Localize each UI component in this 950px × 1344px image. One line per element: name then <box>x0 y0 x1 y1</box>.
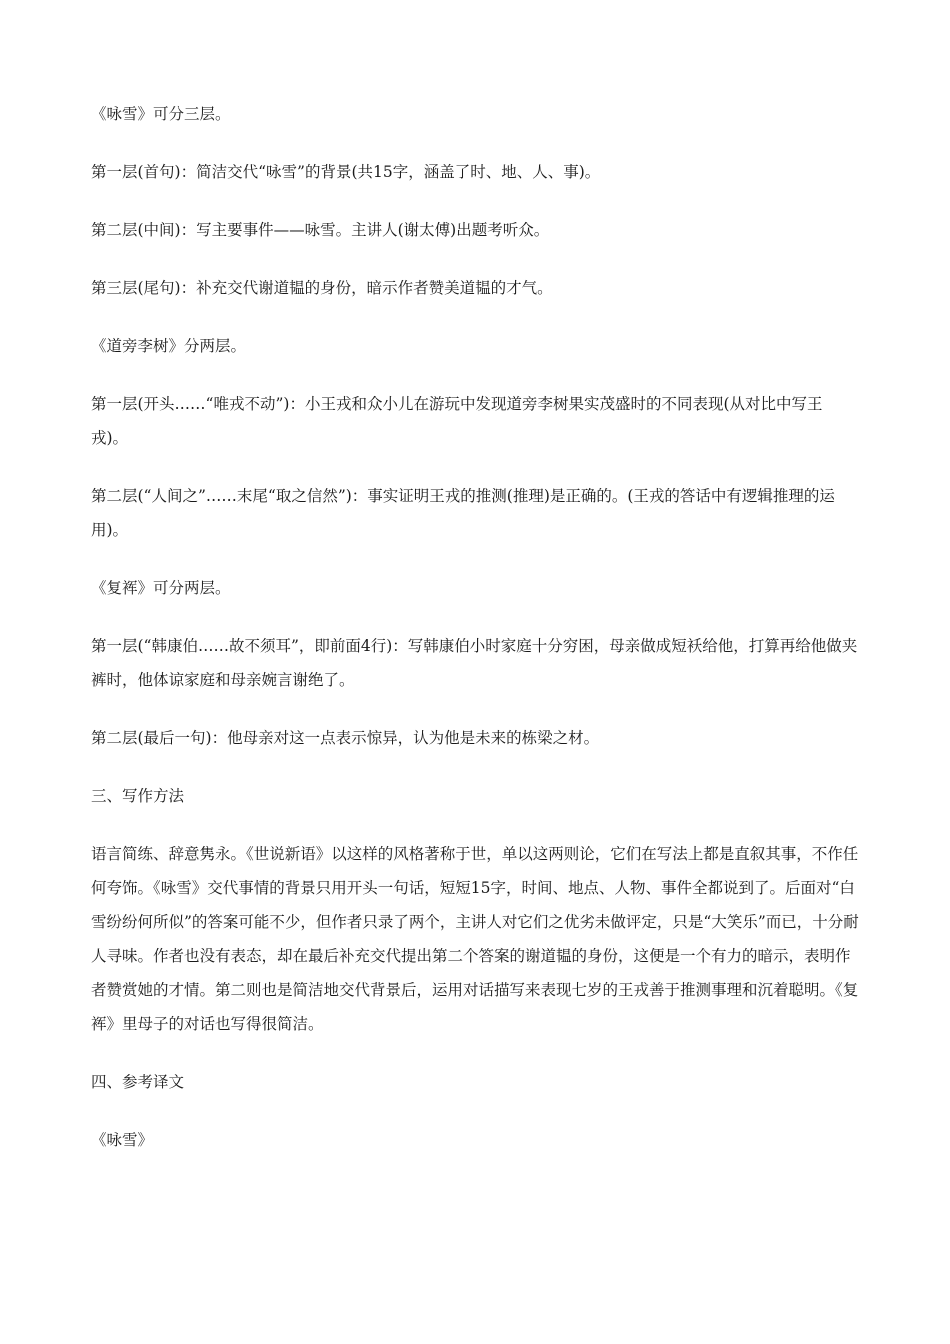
heading-yongxue-structure: 《咏雪》可分三层。 <box>91 105 231 123</box>
paragraph-yongxue-layer-2: 第二层(中间)：写主要事件——咏雪。主讲人(谢太傅)出题考听众。 <box>91 221 550 239</box>
paragraph-yongxue-layer-1: 第一层(首句)：简洁交代“咏雪”的背景(共15字，涵盖了时、地、人、事)。 <box>91 163 601 181</box>
document-body <box>91 97 859 1181</box>
paragraph-fukun-layer-1: 第一层(“韩康伯……故不须耳”，即前面4行)：写韩康伯小时家庭十分穷困，母亲做成短袄给他，打算再给他做夹裤时，他体谅家庭和母亲婉言谢绝了。 <box>91 637 858 689</box>
heading-yongxue-translation: 《咏雪》 <box>91 1131 154 1149</box>
paragraph-daopang-layer-1: 第一层(开头……“唯戎不动”)：小王戎和众小儿在游玩中发现道旁李树果实茂盛时的不同表现(从对比中写王戎)。 <box>91 395 823 447</box>
paragraph-writing-method: 语言简练、辞意隽永。《世说新语》以这样的风格著称于世，单以这两则论，它们在写法上都是直叙其事，不作任何夸饰。《咏雪》交代事情的背景只用开头一句话，短短15字，时间、地点、人物、事件全都说到了。后面对“白雪纷纷何所似”的答案可能不少，但作者只录了两个，主讲人对它们之优劣未做评定，只是“大笑乐”而已，十分耐人寻味。作者也没有表态，却在最后补充交代提出第二个答案的谢道韫的身份，这便是一个有力的暗示，表明作者赞赏她的才情。第二则也是简洁地交代背景后，运用对话描写来表现七岁的王戎善于推测事理和沉着聪明。《复裈》里母子的对话也写得很简洁。 <box>91 845 859 1033</box>
heading-daopang-structure: 《道旁李树》分两层。 <box>91 337 247 355</box>
paragraph-yongxue-layer-3: 第三层(尾句)：补充交代谢道韫的身份，暗示作者赞美道韫的才气。 <box>91 279 553 297</box>
section-heading-translation: 四、参考译文 <box>91 1073 185 1091</box>
paragraph-daopang-layer-2: 第二层(“人间之”……末尾“取之信然”)：事实证明王戎的推测(推理)是正确的。(王戎的答话中有逻辑推理的运用)。 <box>91 487 835 539</box>
section-heading-writing-method: 三、写作方法 <box>91 787 185 805</box>
paragraph-fukun-layer-2: 第二层(最后一句)：他母亲对这一点表示惊异，认为他是未来的栋梁之材。 <box>91 729 600 747</box>
heading-fukun-structure: 《复裈》可分两层。 <box>91 579 231 597</box>
